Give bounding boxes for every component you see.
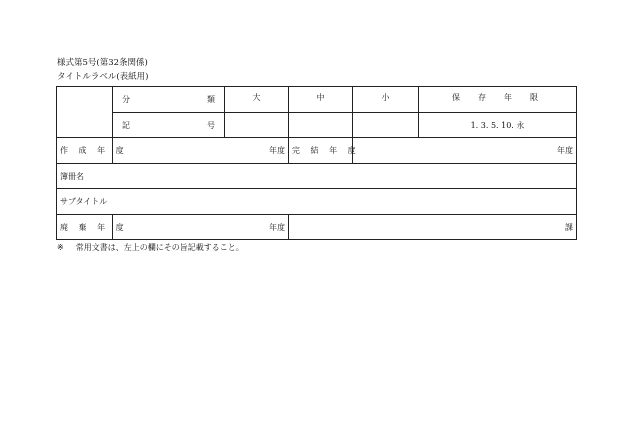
completed-year-field[interactable] <box>353 138 577 164</box>
section-unit: 課 <box>565 222 573 232</box>
section-field[interactable] <box>289 215 577 240</box>
form-number: 様式第5号(第32条関係) <box>57 58 148 68</box>
footnote-mark: ※ <box>57 243 64 252</box>
disposal-year-label: 廃 棄 年 度 <box>57 215 113 240</box>
footnote-text: 常用文書は、左上の欄にその旨記載すること。 <box>75 243 244 252</box>
large-category-input[interactable] <box>225 113 289 138</box>
register-name-field[interactable] <box>57 164 577 189</box>
retention-period-header: 保 存 年 限 <box>419 87 577 113</box>
classification-label-left: 分 <box>122 95 130 104</box>
classification-label-right: 類 <box>207 95 215 104</box>
created-year-field[interactable] <box>113 138 289 164</box>
disposal-year-field[interactable] <box>113 215 289 240</box>
footnote <box>57 242 244 253</box>
created-year-unit: 年度 <box>269 146 285 155</box>
completed-year-label: 完 結 年 度 <box>289 138 353 164</box>
small-category-header: 小 <box>353 87 419 113</box>
completed-year-unit: 年度 <box>557 146 573 155</box>
symbol-label-cell <box>113 113 225 138</box>
medium-category-header: 中 <box>289 87 353 113</box>
symbol-label-left: 記 <box>122 120 130 130</box>
retention-options[interactable]: 1. 3. 5. 10. 永 <box>419 113 577 138</box>
subtitle-label: サブタイトル <box>60 197 108 206</box>
symbol-label-right: 号 <box>207 120 215 130</box>
disposal-year-unit: 年度 <box>269 222 285 232</box>
large-category-header: 大 <box>225 87 289 113</box>
subtitle-field[interactable] <box>57 189 577 215</box>
medium-category-input[interactable] <box>289 113 353 138</box>
title-label-table <box>56 86 577 240</box>
common-document-cell[interactable] <box>57 87 113 138</box>
register-name-label: 簿冊名 <box>60 171 84 181</box>
small-category-input[interactable] <box>353 113 419 138</box>
created-year-label: 作 成 年 度 <box>57 138 113 164</box>
form-title: タイトルラベル(表紙用) <box>57 72 149 82</box>
classification-label-cell <box>113 87 225 113</box>
